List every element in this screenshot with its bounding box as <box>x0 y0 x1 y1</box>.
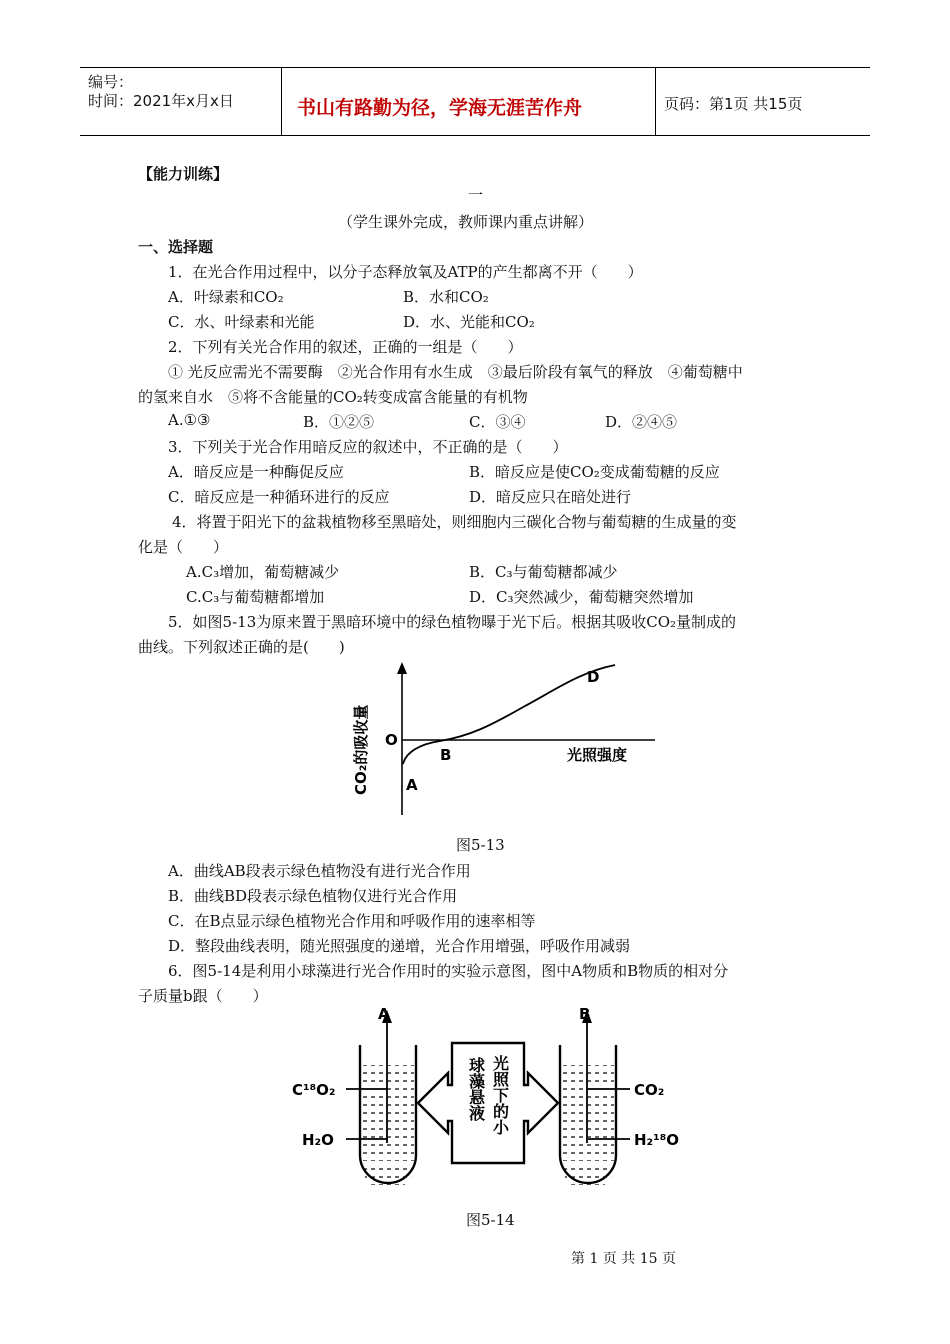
center-label-col1: 球藻悬液 <box>466 1057 486 1121</box>
figure-5-14-caption: 图5-14 <box>466 1211 515 1229</box>
point-b-label: B <box>440 746 452 764</box>
q1-option-b: B．水和CO₂ <box>403 288 489 306</box>
left-test-tube <box>360 1045 416 1185</box>
q5-option-b: B．曲线BD段表示绿色植物仅进行光合作用 <box>168 887 458 905</box>
q1-option-a: A．叶绿素和CO₂ <box>168 288 284 306</box>
q5-option-a: A．曲线AB段表示绿色植物没有进行光合作用 <box>168 862 471 880</box>
q4-stem-line2: 化是（ ） <box>138 538 229 556</box>
q2-option-a: A.①③ <box>168 411 211 429</box>
q1-option-d: D．水、光能和CO₂ <box>403 313 535 331</box>
left-input-water-label: H₂O <box>302 1131 334 1149</box>
q2-statements-line1: ① 光反应需光不需要酶 ②光合作用有水生成 ③最后阶段有氧气的释放 ④葡萄糖中 <box>168 363 743 381</box>
q2-option-c: C．③④ <box>469 413 526 431</box>
center-label-col2: 光照下的小 <box>490 1055 510 1135</box>
q6-stem-line2: 子质量b跟（ ） <box>138 987 268 1005</box>
q2-option-d: D．②④⑤ <box>605 413 678 431</box>
q4-option-c: C.C₃与葡萄糖都增加 <box>186 588 325 606</box>
doc-date-label: 时间：2021年x月x日 <box>88 92 234 110</box>
q5-option-d: D．整段曲线表明，随光照强度的递增，光合作用增强，呼吸作用减弱 <box>168 937 631 955</box>
q5-option-c: C．在B点显示绿色植物光合作用和呼吸作用的速率相等 <box>168 912 536 930</box>
left-output-label: A <box>378 1005 390 1024</box>
q4-option-b: B．C₃与葡萄糖都减少 <box>469 563 618 581</box>
section-number: 一 <box>468 186 484 204</box>
figure-5-13-caption: 图5-13 <box>456 836 505 854</box>
q4-stem-line1: 4．将置于阳光下的盆栽植物移至黑暗处，则细胞内三碳化合物与葡萄糖的生成量的变 <box>172 513 737 531</box>
right-input-co2-label: CO₂ <box>634 1081 665 1099</box>
point-a-label: A <box>406 776 418 794</box>
q2-option-b: B．①②⑤ <box>303 413 375 431</box>
q3-option-d: D．暗反应只在暗处进行 <box>469 488 632 506</box>
q5-stem-line2: 曲线。下列叙述正确的是( ) <box>138 638 345 656</box>
point-d-label: D <box>587 668 600 686</box>
y-axis-label: CO₂的吸收量 <box>352 704 370 795</box>
q4-option-a: A.C₃增加，葡萄糖减少 <box>186 563 340 581</box>
origin-label: O <box>385 731 398 749</box>
y-axis-arrow <box>397 662 407 674</box>
section-title: 【能力训练】 <box>138 165 229 183</box>
header-page-label: 页码：第1页 共15页 <box>664 95 803 113</box>
q3-option-a: A．暗反应是一种酶促反应 <box>168 463 344 481</box>
q1-stem: 1．在光合作用过程中，以分子态释放氧及ATP的产生都离不开（ ） <box>168 263 643 281</box>
q2-stem: 2．下列有关光合作用的叙述，正确的一组是（ ） <box>168 338 523 356</box>
right-output-label: B <box>579 1005 591 1024</box>
section-subtitle: （学生课外完成，教师课内重点讲解） <box>338 213 594 231</box>
q1-option-c: C．水、叶绿素和光能 <box>168 313 315 331</box>
chlorella-experiment-figure <box>290 1005 690 1185</box>
part-title: 一、选择题 <box>138 238 214 256</box>
q4-option-d: D．C₃突然减少，葡萄糖突然增加 <box>469 588 694 606</box>
right-test-tube <box>560 1045 616 1185</box>
co2-absorption-curve-figure <box>340 660 680 820</box>
left-input-co2-label: C¹⁸O₂ <box>292 1081 336 1099</box>
q5-stem-line1: 5．如图5-13为原来置于黑暗环境中的绿色植物曝于光下后。根据其吸收CO₂量制成的 <box>168 613 737 631</box>
header-motto: 书山有路勤为径，学海无涯苦作舟 <box>297 97 583 119</box>
q2-statements-line2: 的氢来自水 ⑤将不含能量的CO₂转变成富含能量的有机物 <box>138 388 528 406</box>
q3-stem: 3．下列关于光合作用暗反应的叙述中，不正确的是（ ） <box>168 438 568 456</box>
q6-stem-line1: 6．图5-14是利用小球藻进行光合作用时的实验示意图，图中A物质和B物质的相对分 <box>168 962 729 980</box>
x-axis-label: 光照强度 <box>567 746 628 764</box>
q3-option-c: C．暗反应是一种循环进行的反应 <box>168 488 390 506</box>
page-footer: 第 1 页 共 15 页 <box>571 1251 676 1267</box>
right-input-water-label: H₂¹⁸O <box>634 1131 680 1149</box>
light-suspension-double-arrow <box>418 1043 558 1163</box>
doc-code-label: 编号： <box>88 73 134 91</box>
q3-option-b: B．暗反应是使CO₂变成葡萄糖的反应 <box>469 463 720 481</box>
